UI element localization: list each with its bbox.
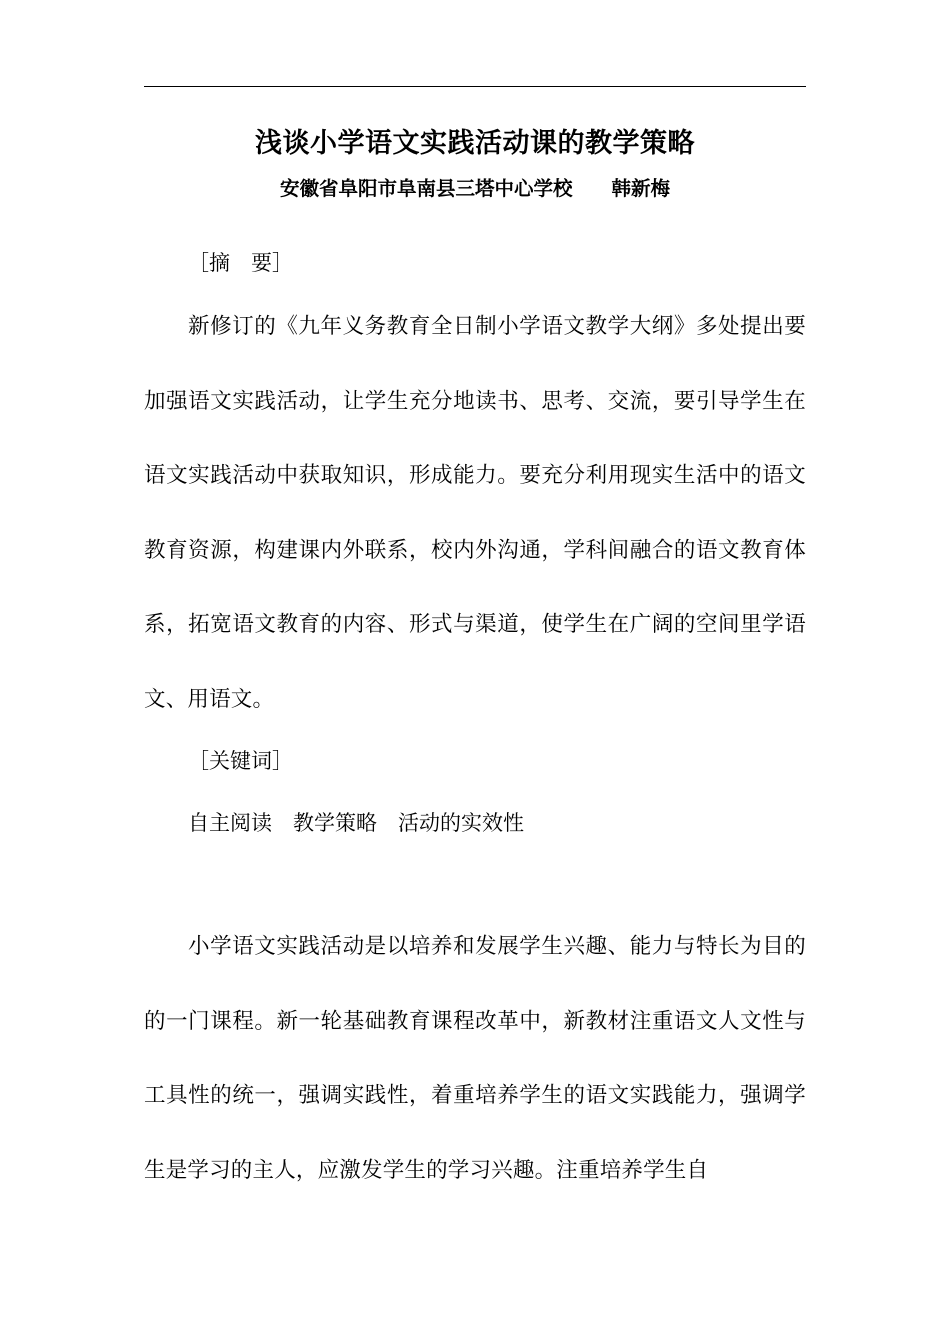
keywords-heading: ［关键词］ bbox=[188, 749, 293, 773]
abstract-heading: ［摘 要］ bbox=[188, 251, 293, 275]
header-rule bbox=[144, 86, 806, 87]
document-title: 浅谈小学语文实践活动课的教学策略 bbox=[255, 128, 695, 159]
abstract-text: 新修订的《九年义务教育全日制小学语文教学大纲》多处提出要加强语文实践活动，让学生充分地读书、思考、交流，要引导学生在语文实践活动中获取知识，形成能力。要充分利用现实生活中的语文教育资源，构建课内外联系，校内外沟通，学科间融合的语文教育体系，拓宽语文教育的内容、形式与渠道，使学生在广阔的空间里学语文、用语文。 bbox=[144, 314, 806, 712]
keywords-text: 自主阅读 教学策略 活动的实效性 bbox=[188, 811, 524, 835]
author-line: 安徽省阜阳市阜南县三塔中心学校 韩新梅 bbox=[279, 177, 670, 200]
body-paragraph: 小学语文实践活动是以培养和发展学生兴趣、能力与特长为目的的一门课程。新一轮基础教育课程改革中，新教材注重语文人文性与工具性的统一，强调实践性，着重培养学生的语文实践能力，强调学生是学习的主人，应激发学生的学习兴趣。注重培养学生自 bbox=[144, 934, 806, 1183]
